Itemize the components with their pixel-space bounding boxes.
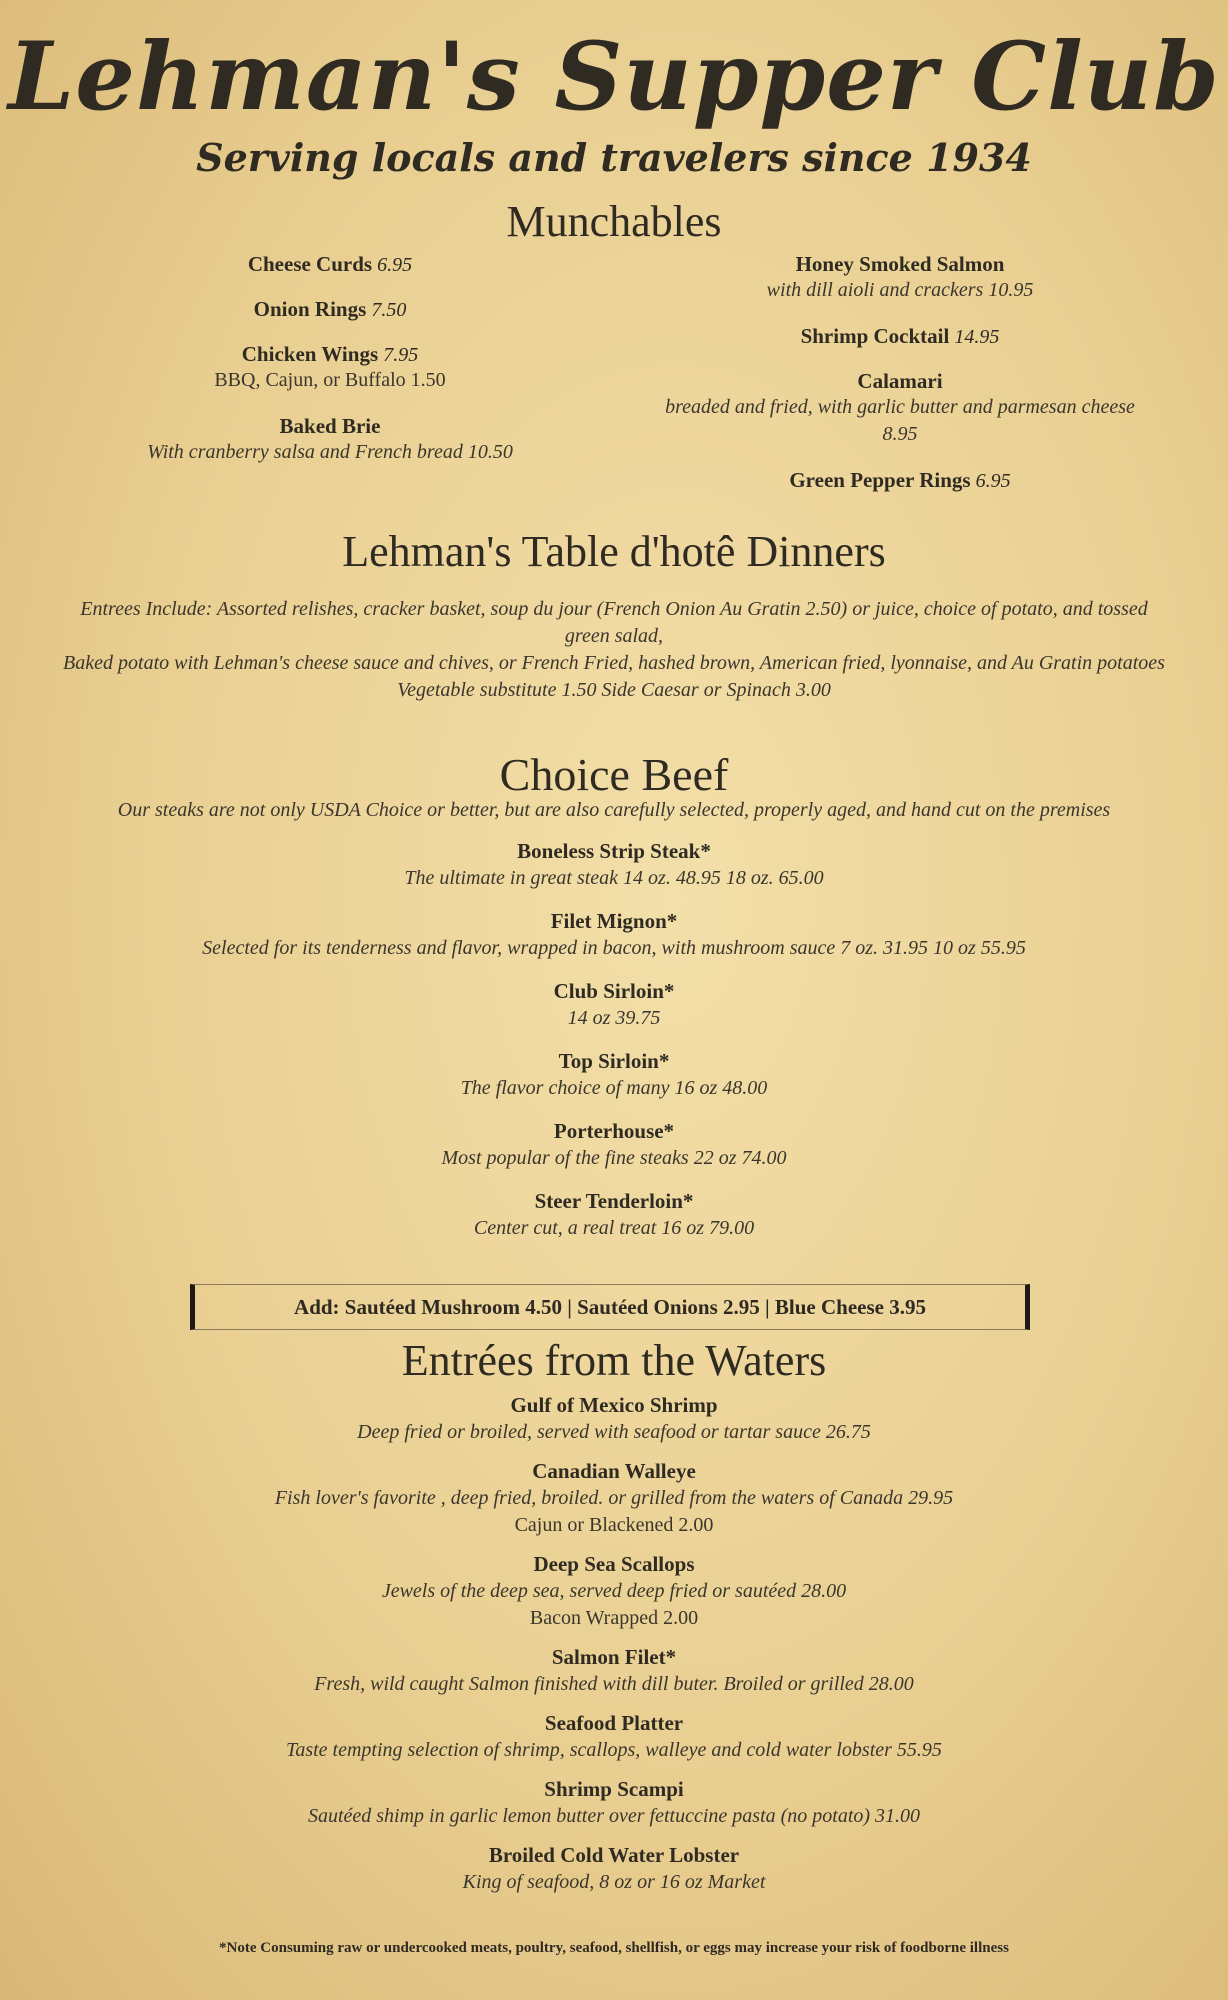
seafood-item [60, 1458, 1168, 1539]
steak-item [60, 908, 1168, 962]
item-name: Shrimp Scampi [544, 1777, 684, 1801]
item-price: 6.95 [975, 470, 1011, 492]
item-name: Deep Sea Scallops [533, 1552, 695, 1576]
munchables-title: Munchables [506, 197, 722, 246]
table-dhote-details [60, 596, 1168, 704]
seafood-item [60, 1644, 1168, 1698]
item-price: 7.50 [371, 299, 407, 321]
item-name: Green Pepper Rings [789, 468, 971, 492]
steak-item [60, 1118, 1168, 1172]
item-description: The flavor choice of many 16 oz 48.00 [460, 1077, 768, 1099]
item-description: Taste tempting selection of shrimp, scallops, walleye and cold water lobster 55.95 [286, 1739, 942, 1761]
steak-item [60, 1048, 1168, 1102]
steak-item [60, 1188, 1168, 1242]
item-description: King of seafood, 8 oz or 16 oz Market [462, 1871, 766, 1893]
item-description: 14 oz 39.75 [567, 1007, 661, 1029]
item-name: Filet Mignon* [550, 909, 678, 933]
menu-item [660, 468, 1140, 493]
item-description: Center cut, a real treat 16 oz 79.00 [473, 1217, 755, 1239]
item-name: Boneless Strip Steak* [517, 839, 711, 863]
steak-item [60, 978, 1168, 1032]
item-name: Steer Tenderloin* [534, 1189, 694, 1213]
menu-item [110, 252, 550, 277]
item-name: Broiled Cold Water Lobster [488, 1843, 740, 1867]
choice-beef-title: Choice Beef [499, 749, 729, 800]
food-safety-note: *Note Consuming raw or undercooked meats, poultry, seafood, shellfish, or eggs may increase your risk of foodborne illness [219, 1940, 1009, 1956]
item-description: Fish lover's favorite , deep fried, broiled. or grilled from the waters of Canada 29.95 [274, 1487, 954, 1509]
item-name: Seafood Platter [544, 1711, 684, 1735]
item-name: Baked Brie [279, 414, 381, 438]
steak-item [60, 838, 1168, 892]
entrees-include-text: Entrees Include: Assorted relishes, cracker basket, soup du jour (French Onion Au Gratin 2.50) or juice, choice of potato, and tossed green salad, [80, 598, 1148, 647]
seafood-item [60, 1710, 1168, 1764]
item-name: Calamari [857, 369, 943, 393]
waters-section [60, 1392, 1168, 1908]
menu-item [660, 369, 1140, 448]
seafood-item [60, 1842, 1168, 1896]
substitutions-text: Vegetable substitute 1.50 Side Caesar or Spinach 3.00 [397, 679, 831, 701]
munchables-right-column [660, 252, 1140, 513]
menu-item [660, 324, 1140, 349]
item-name: Shrimp Cocktail [800, 324, 950, 348]
restaurant-name: Lehman's Supper Club [8, 22, 1220, 132]
item-description: Selected for its tenderness and flavor, wrapped in bacon, with mushroom sauce 7 oz. 31.95 10 oz 55.95 [202, 937, 1026, 959]
item-description: with dill aioli and crackers 10.95 [766, 279, 1034, 301]
item-name: Chicken Wings [241, 342, 379, 366]
seafood-item [60, 1551, 1168, 1632]
item-description: The ultimate in great steak 14 oz. 48.95 18 oz. 65.00 [404, 867, 824, 889]
item-description: Deep fried or broiled, served with seafood or tartar sauce 26.75 [357, 1421, 871, 1443]
menu-item [660, 252, 1140, 304]
item-price: 14.95 [954, 326, 1000, 348]
item-description: BBQ, Cajun, or Buffalo 1.50 [214, 369, 446, 391]
seafood-item [60, 1776, 1168, 1830]
item-name: Honey Smoked Salmon [795, 252, 1005, 276]
choice-beef-intro: Our steaks are not only USDA Choice or better, but are also carefully selected, properly aged, and hand cut on the premises [117, 799, 1111, 821]
item-name: Top Sirloin* [558, 1049, 670, 1073]
tagline: Serving locals and travelers since 1934 [196, 135, 1032, 180]
item-description: breaded and fried, with garlic butter and parmesan cheese 8.95 [665, 396, 1135, 445]
menu-item [110, 414, 550, 466]
steak-addons-bar: Add: Sautéed Mushroom 4.50 | Sautéed Onions 2.95 | Blue Cheese 3.95 [190, 1284, 1030, 1330]
potato-options-text: Baked potato with Lehman's cheese sauce and chives, or French Fried, hashed brown, American fried, lyonnaise, and Au Gratin potatoes [63, 652, 1165, 674]
seafood-item [60, 1392, 1168, 1446]
menu-item [110, 342, 550, 394]
item-price: 7.95 [383, 344, 419, 366]
item-name: Gulf of Mexico Shrimp [510, 1393, 718, 1417]
item-name: Salmon Filet* [551, 1645, 677, 1669]
item-name: Cheese Curds [247, 252, 373, 276]
item-extra: Bacon Wrapped 2.00 [529, 1607, 699, 1629]
waters-title: Entrées from the Waters [401, 1336, 827, 1385]
item-description: Jewels of the deep sea, served deep fried or sautéed 28.00 [381, 1580, 847, 1602]
item-name: Porterhouse* [553, 1119, 675, 1143]
item-extra: Cajun or Blackened 2.00 [514, 1514, 714, 1536]
munchables-left-column [110, 252, 550, 486]
item-name: Canadian Walleye [532, 1459, 696, 1483]
item-description: Fresh, wild caught Salmon finished with dill buter. Broiled or grilled 28.00 [314, 1673, 914, 1695]
item-description: With cranberry salsa and French bread 10.50 [147, 441, 513, 463]
item-name: Onion Rings [253, 297, 367, 321]
table-dhote-title: Lehman's Table d'hotê Dinners [342, 527, 886, 576]
menu-item [110, 297, 550, 322]
item-description: Most popular of the fine steaks 22 oz 74.00 [441, 1147, 787, 1169]
item-description: Sautéed shimp in garlic lemon butter over fettuccine pasta (no potato) 31.00 [307, 1805, 921, 1827]
item-name: Club Sirloin* [553, 979, 675, 1003]
choice-beef-section [60, 797, 1168, 1254]
item-price: 6.95 [377, 254, 413, 276]
